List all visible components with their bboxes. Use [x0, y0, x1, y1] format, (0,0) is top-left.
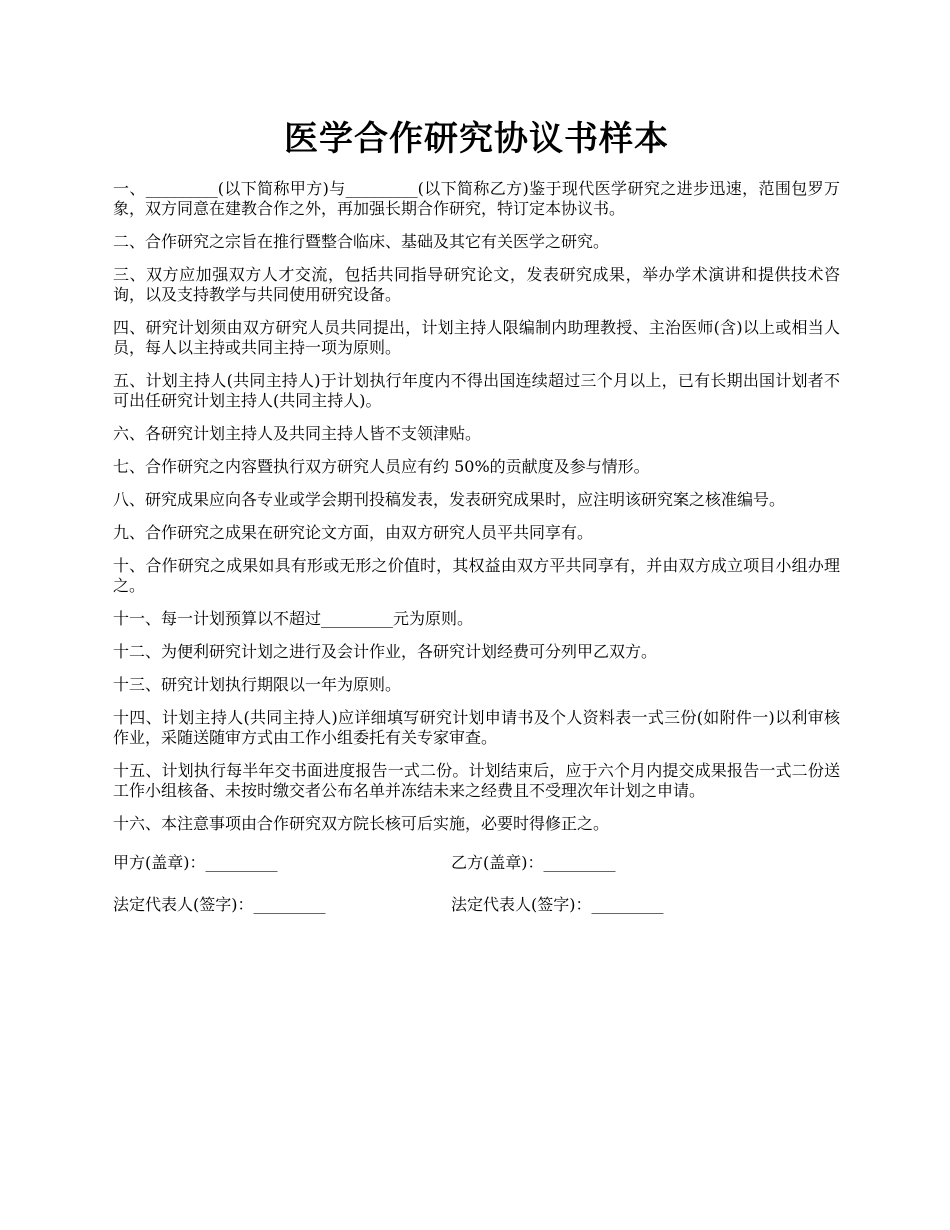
clause-4: 四、研究计划须由双方研究人员共同提出，计划主持人限编制内助理教授、主治医师(含)以上或相当人员，每人以主持或共同主持一项为原则。 [113, 318, 840, 357]
clause-16: 十六、本注意事项由合作研究双方院长核可后实施，必要时得修正之。 [113, 814, 610, 833]
clause-6: 六、各研究计划主持人及共同主持人皆不支领津贴。 [113, 424, 482, 443]
clause-9: 九、合作研究之成果在研究论文方面，由双方研究人员平共同享有。 [113, 523, 594, 542]
clause-1: 一、_________(以下简称甲方)与_________(以下简称乙方)鉴于现代医学研究之进步迅速，范围包罗万象，双方同意在建教合作之外，再加强长期合作研究，特订定本协议书。 [113, 179, 840, 218]
clause-2: 二、合作研究之宗旨在推行暨整合临床、基础及其它有关医学之研究。 [113, 232, 610, 251]
clause-13: 十三、研究计划执行期限以一年为原则。 [113, 675, 402, 694]
clause-3: 三、双方应加强双方人才交流，包括共同指导研究论文，发表研究成果，举办学术演讲和提供技术咨询，以及支持教学与共同使用研究设备。 [113, 265, 840, 304]
clause-5: 五、计划主持人(共同主持人)于计划执行年度内不得出国连续超过三个月以上，已有长期出国计划者不可出任研究计划主持人(共同主持人)。 [113, 371, 840, 410]
representative-row [113, 895, 840, 915]
clause-11: 十一、每一计划预算以不超过_________元为原则。 [113, 609, 474, 628]
clause-10: 十、合作研究之成果如具有形或无形之价值时，其权益由双方平共同享有，并由双方成立项目小组办理之。 [113, 556, 840, 595]
party-b-representative-field: 法定代表人(签字)：_________ [451, 895, 664, 914]
clause-list [113, 179, 840, 834]
document-title: 医学合作研究协议书样本 [284, 119, 669, 159]
document-page [113, 0, 840, 937]
party-a-representative-field: 法定代表人(签字)：_________ [113, 895, 326, 914]
clause-8: 八、研究成果应向各专业或学会期刊投稿发表，发表研究成果时，应注明该研究案之核准编号。 [113, 490, 786, 509]
party-a-seal-field: 甲方(盖章)：_________ [113, 853, 278, 872]
clause-14: 十四、计划主持人(共同主持人)应详细填写研究计划申请书及个人资料表一式三份(如附件一)以利审核作业，采随送随审方式由工作小组委托有关专家审查。 [113, 708, 840, 747]
clause-15: 十五、计划执行每半年交书面进度报告一式二份。计划结束后，应于六个月内提交成果报告一式二份送工作小组核备、未按时缴交者公布名单并冻结未来之经费且不受理次年计划之申请。 [113, 761, 840, 800]
party-b-seal-field: 乙方(盖章)：_________ [451, 853, 616, 872]
clause-7: 七、合作研究之内容暨执行双方研究人员应有约 50%的贡献度及参与情形。 [113, 457, 650, 476]
clause-12: 十二、为便利研究计划之进行及会计作业，各研究计划经费可分列甲乙双方。 [113, 642, 658, 661]
seal-row [113, 853, 840, 873]
